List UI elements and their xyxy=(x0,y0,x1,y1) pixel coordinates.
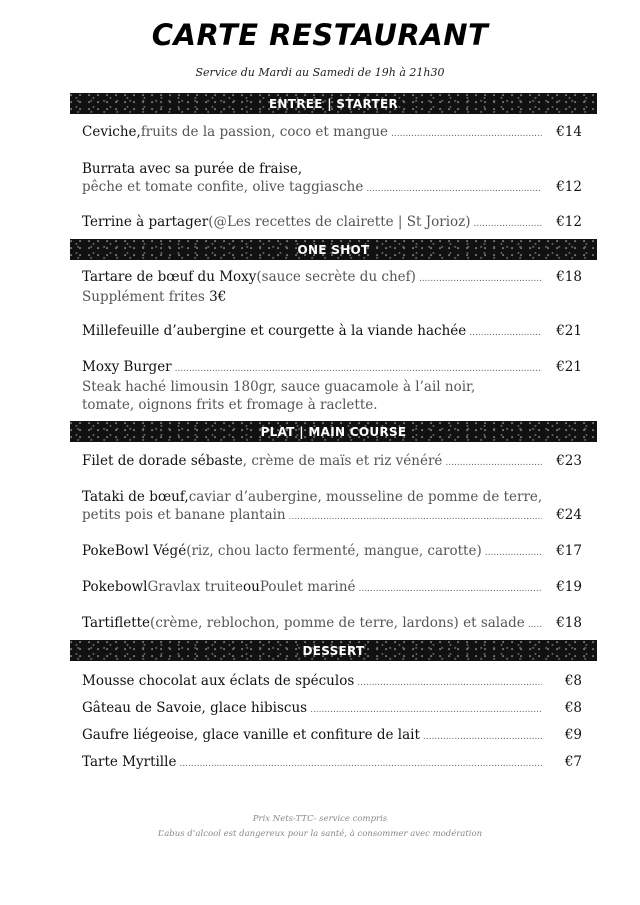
leader-dots xyxy=(445,454,542,472)
leader-dots xyxy=(357,674,542,692)
item-price: €24 xyxy=(556,507,582,523)
service-hours: Service du Mardi au Samedi de 19h à 21h30 xyxy=(195,66,445,79)
menu-item-ceviche xyxy=(82,123,582,143)
item-name: Tarte Myrtille xyxy=(82,754,177,770)
leader-dots xyxy=(423,728,542,746)
section-header-one-shot xyxy=(70,239,597,260)
section-header-main-course xyxy=(70,421,597,442)
item-price: €7 xyxy=(564,754,582,770)
item-name: Terrine à partager xyxy=(82,214,209,230)
menu-item-tarte-myrtille xyxy=(82,753,582,773)
item-name: Mousse chocolat aux éclats de spéculos xyxy=(82,673,355,689)
item-description: (@Les recettes de clairette | St Jorioz) xyxy=(208,214,471,230)
item-name: Pokebowl xyxy=(82,579,148,595)
item-description: fruits de la passion, coco et mangue xyxy=(140,124,389,140)
leader-dots xyxy=(179,755,542,773)
item-description: petits pois et banane plantain xyxy=(82,507,286,523)
footer-price-note: Prix Nets-TTC- service compris xyxy=(252,814,388,824)
item-name: Tataki de bœuf, xyxy=(82,489,189,505)
leader-dots xyxy=(366,180,542,198)
leader-dots xyxy=(175,360,542,378)
menu-item-terrine xyxy=(82,213,582,233)
item-option: Gravlax truite xyxy=(147,579,243,595)
item-description: Steak haché limousin 180gr, sauce guacamole à l’ail noir, xyxy=(82,379,476,395)
menu-item-tartiflette xyxy=(82,614,582,634)
section-label: ONE SHOT xyxy=(297,242,370,257)
menu-item-burrata xyxy=(82,160,582,198)
item-name: Ceviche, xyxy=(82,124,141,140)
item-name: Filet de dorade sébaste xyxy=(82,453,243,469)
section-label: PLAT | MAIN COURSE xyxy=(260,424,407,439)
item-price: €18 xyxy=(556,269,582,285)
item-supplement: Supplément frites xyxy=(82,289,205,305)
menu-item-gateau-savoie xyxy=(82,699,582,719)
leader-dots xyxy=(474,215,542,233)
leader-dots xyxy=(528,616,542,634)
item-name: Millefeuille d’aubergine et courgette à la viande hachée xyxy=(82,323,467,339)
item-description: , crème de maïs et riz vénéré xyxy=(242,453,443,469)
section-header-entree xyxy=(70,93,597,114)
item-price: €9 xyxy=(564,727,582,743)
menu-item-pokebowl xyxy=(82,578,582,598)
item-name: Gâteau de Savoie, glace hibiscus xyxy=(82,700,308,716)
item-description: (crème, reblochon, pomme de terre, lardons) et salade xyxy=(150,615,525,631)
footer-alcohol-warning: L’abus d’alcool est dangereux pour la santé, à consommer avec modération xyxy=(157,829,483,839)
item-price: €19 xyxy=(556,579,582,595)
menu-item-mousse-chocolat xyxy=(82,672,582,692)
item-price: €12 xyxy=(556,214,582,230)
menu-item-tartare xyxy=(82,268,582,306)
leader-dots xyxy=(359,580,543,598)
menu-title: CARTE RESTAURANT xyxy=(151,18,489,52)
menu-item-pokebowl-vege xyxy=(82,542,582,562)
item-price: €21 xyxy=(556,359,582,375)
section-header-dessert xyxy=(70,640,597,661)
item-description: tomate, oignons frits et fromage à raclette. xyxy=(82,397,378,413)
leader-dots xyxy=(485,544,542,562)
menu-item-millefeuille xyxy=(82,322,582,342)
item-option: Poulet mariné xyxy=(259,579,356,595)
item-name: Tartiflette xyxy=(82,615,151,631)
item-price: €14 xyxy=(556,124,582,140)
item-name: Burrata avec sa purée de fraise, xyxy=(82,161,303,177)
item-conjunction: ou xyxy=(242,579,260,595)
item-description: (riz, chou lacto fermenté, mangue, carotte) xyxy=(186,543,482,559)
section-label: DESSERT xyxy=(302,643,365,658)
menu-item-moxy-burger xyxy=(82,358,582,414)
leader-dots xyxy=(310,701,542,719)
item-name: Tartare de bœuf du Moxy xyxy=(82,269,257,285)
item-name: Gaufre liégeoise, glace vanille et confiture de lait xyxy=(82,727,420,743)
item-price: €12 xyxy=(556,179,582,195)
supplement-price: 3€ xyxy=(204,289,227,305)
menu-item-gaufre xyxy=(82,726,582,746)
item-price: €18 xyxy=(556,615,582,631)
leader-dots xyxy=(469,324,542,342)
item-description: pêche et tomate confite, olive taggiasche xyxy=(82,179,364,195)
menu-item-tataki xyxy=(82,488,582,526)
leader-dots xyxy=(419,270,542,288)
item-price: €17 xyxy=(556,543,582,559)
leader-dots xyxy=(391,125,542,143)
section-label: ENTREE | STARTER xyxy=(268,96,399,111)
menu-item-dorade xyxy=(82,452,582,472)
item-name: PokeBowl Végé xyxy=(82,543,187,559)
leader-dots xyxy=(289,508,542,526)
item-name: Moxy Burger xyxy=(82,359,172,375)
item-description: (sauce secrète du chef) xyxy=(256,269,416,285)
item-price: €8 xyxy=(564,700,582,716)
item-price: €21 xyxy=(556,323,582,339)
item-price: €8 xyxy=(564,673,582,689)
item-price: €23 xyxy=(556,453,582,469)
item-description: caviar d’aubergine, mousseline de pomme de terre, xyxy=(188,489,543,505)
